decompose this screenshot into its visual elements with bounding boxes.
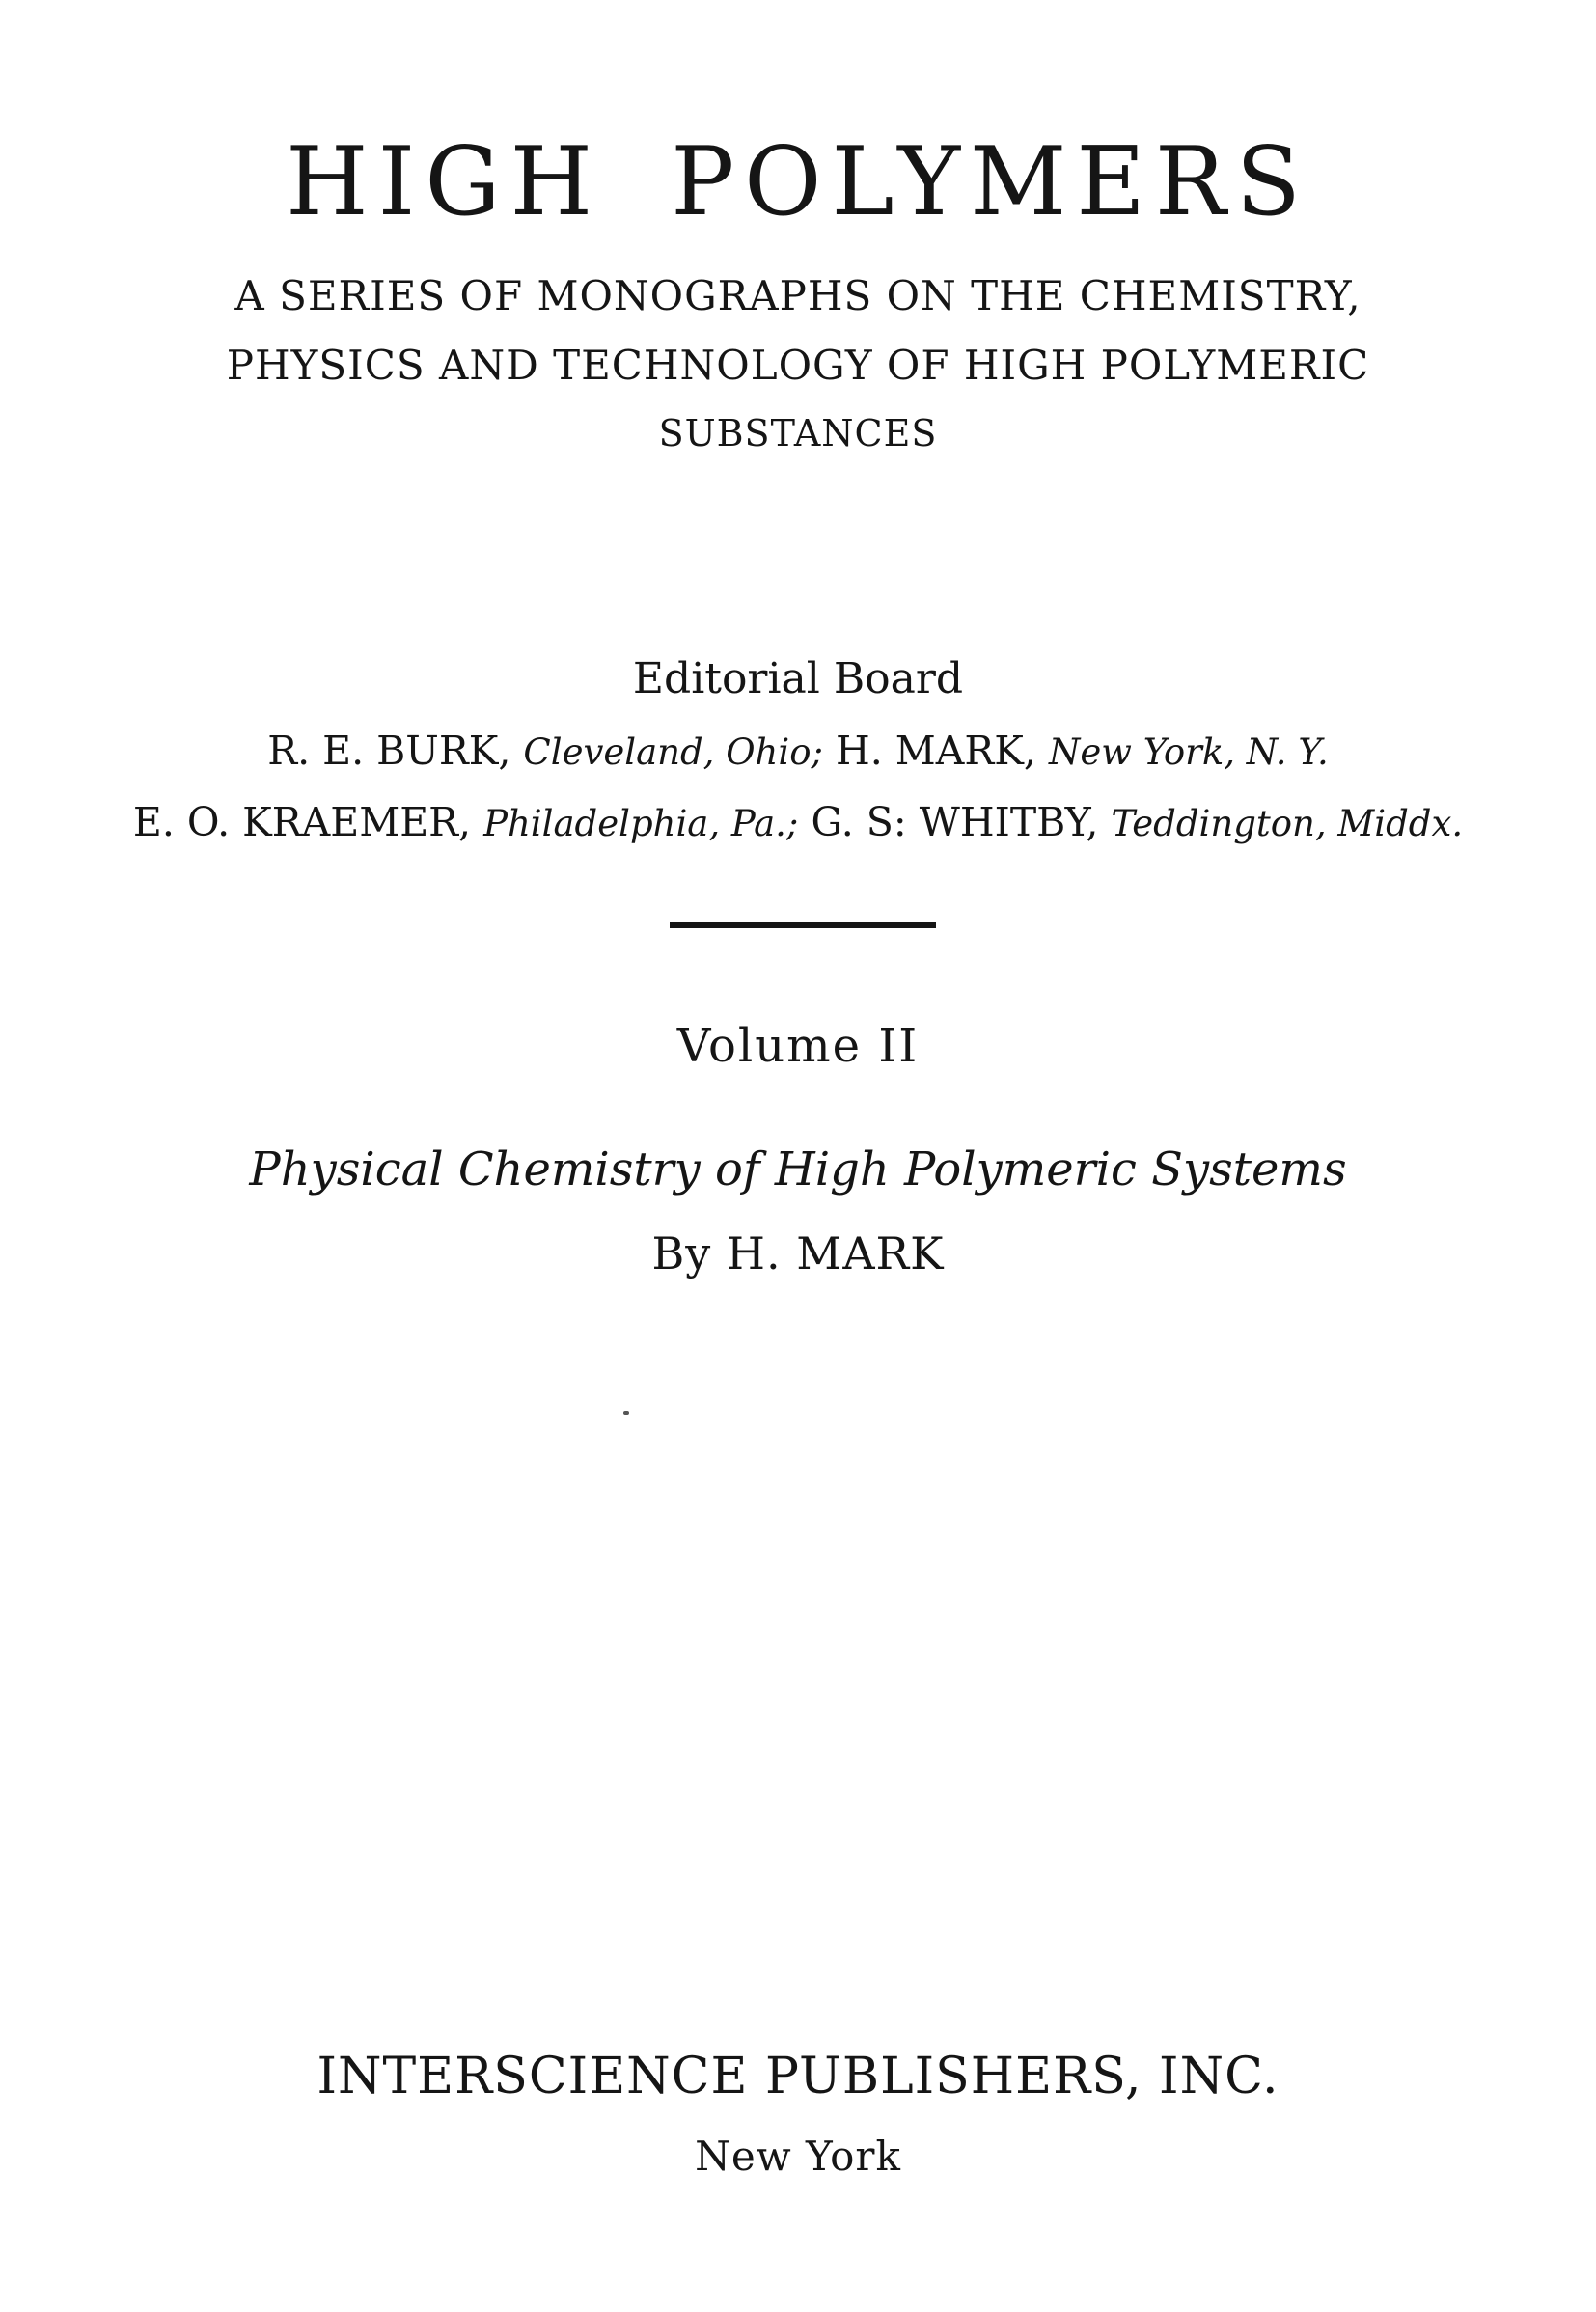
book-title: Physical Chemistry of High Polymeric Systems [249, 1142, 1347, 1197]
board-member-place: Cleveland, Ohio; [523, 731, 823, 773]
board-member-name: H. MARK, [835, 728, 1036, 774]
publisher-city: New York [695, 2133, 901, 2180]
board-member-name: R. E. BURK, [267, 728, 511, 774]
series-subtitle-line-1: A SERIES OF MONOGRAPHS ON THE CHEMISTRY, [234, 272, 1362, 319]
section-divider [670, 922, 936, 928]
board-member-place: New York, N. Y. [1048, 731, 1329, 773]
editorial-board-heading: Editorial Board [632, 654, 964, 703]
author-line: By H. MARK [651, 1227, 945, 1280]
series-title: HIGH POLYMERS [286, 127, 1310, 237]
series-subtitle-line-3: SUBSTANCES [658, 412, 938, 454]
board-member-name: E. O. KRAEMER, [132, 799, 472, 845]
print-speck [623, 1411, 629, 1415]
board-member-place: Philadelphia, Pa.; [483, 803, 799, 844]
publisher-name: INTERSCIENCE PUBLISHERS, INC. [316, 2048, 1280, 2106]
board-member-place: Teddington, Middx. [1111, 803, 1464, 844]
series-subtitle-line-2: PHYSICS AND TECHNOLOGY OF HIGH POLYMERIC [226, 342, 1370, 389]
editorial-board-line-2 [0, 799, 1596, 845]
volume-label: Volume II [676, 1019, 920, 1073]
board-member-name: G. S: WHITBY, [811, 799, 1099, 845]
editorial-board-line-1 [0, 728, 1596, 774]
